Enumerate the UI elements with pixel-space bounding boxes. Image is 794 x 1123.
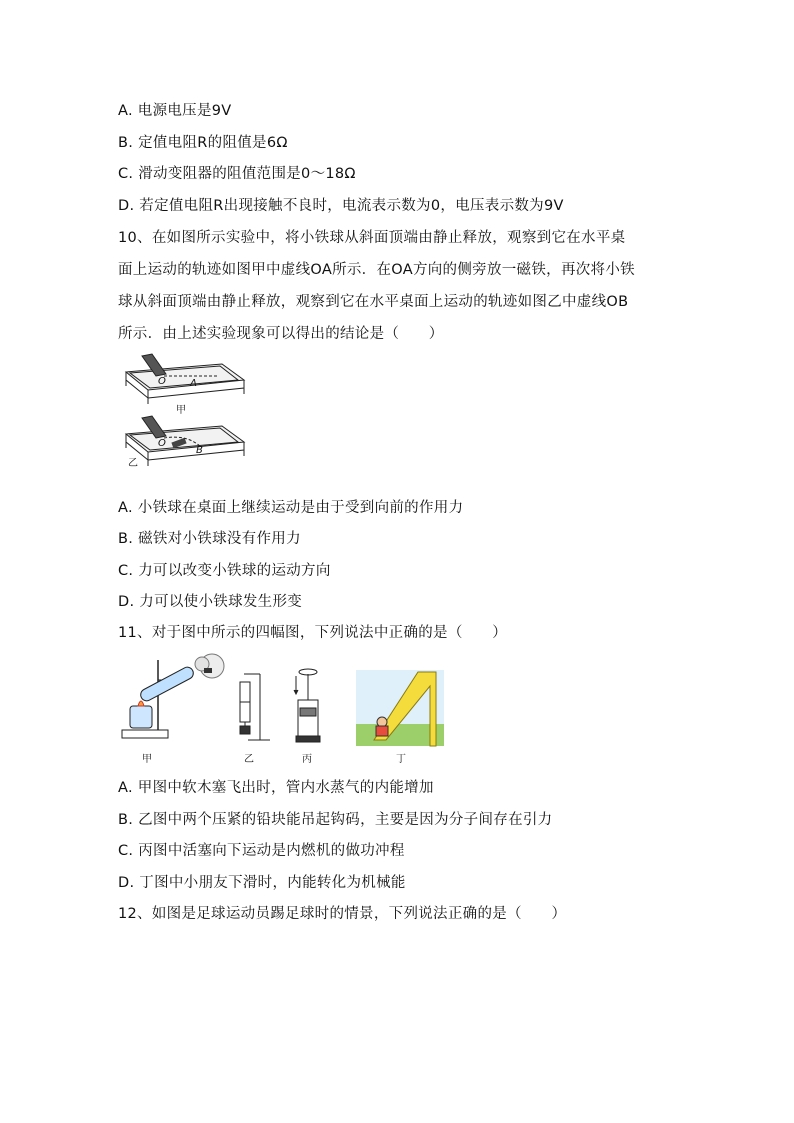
label-yi-11: 乙 (244, 754, 254, 765)
figure-bing-piston (294, 669, 320, 742)
q12-stem: 12、如图是足球运动员踢足球时的情景，下列说法正确的是（ ） (118, 906, 567, 922)
q11-option-b: B. 乙图中两个压紧的铅块能吊起钩码，主要是因为分子间存在引力 (118, 812, 553, 828)
q10-option-b: B. 磁铁对小铁球没有作用力 (118, 531, 301, 547)
q10-stem-line-1: 10、在如图所示实验中，将小铁球从斜面顶端由静止释放，观察到它在水平桌 (118, 230, 626, 246)
q10-stem-line-4: 所示．由上述实验现象可以得出的结论是（ ） (118, 326, 444, 342)
label-bing-11: 丙 (302, 754, 312, 765)
table-jia (126, 364, 244, 404)
q11-figure (118, 652, 450, 768)
label-o-jia: O (158, 376, 166, 387)
q9-option-b: B. 定值电阻R的阻值是6Ω (118, 135, 288, 151)
label-yi: 乙 (128, 458, 138, 468)
label-b: B (196, 445, 203, 456)
q10-option-a: A. 小铁球在桌面上继续运动是由于受到向前的作用力 (118, 500, 464, 516)
table-yi (126, 426, 244, 466)
label-jia-11: 甲 (142, 754, 152, 765)
q10-stem-line-3: 球从斜面顶端由静止释放，观察到它在水平桌面上运动的轨迹如图乙中虚线OB (118, 294, 629, 310)
q11-stem: 11、对于图中所示的四幅图，下列说法中正确的是（ ） (118, 625, 508, 641)
label-a: A (190, 378, 197, 389)
figure-yi-lead-blocks (240, 674, 270, 740)
label-ding-11: 丁 (396, 754, 406, 765)
q11-option-d: D. 丁图中小朋友下滑时，内能转化为机械能 (118, 875, 406, 891)
label-o-yi: O (158, 438, 166, 449)
figure-ding-slide (356, 670, 444, 746)
q10-option-c: C. 力可以改变小铁球的运动方向 (118, 563, 331, 579)
q9-option-c: C. 滑动变阻器的阻值范围是0～18Ω (118, 166, 356, 182)
label-jia: 甲 (176, 405, 186, 416)
q9-option-d: D. 若定值电阻R出现接触不良时，电流表示数为0，电压表示数为9V (118, 198, 564, 214)
q10-figure (118, 350, 250, 468)
q10-stem-line-2: 面上运动的轨迹如图甲中虚线OA所示．在OA方向的侧旁放一磁铁，再次将小铁 (118, 262, 635, 278)
figure-jia-test-tube (122, 654, 224, 738)
q11-option-c: C. 丙图中活塞向下运动是内燃机的做功冲程 (118, 843, 405, 859)
q10-option-d: D. 力可以使小铁球发生形变 (118, 594, 303, 610)
q9-option-a: A. 电源电压是9V (118, 103, 232, 119)
q11-option-a: A. 甲图中软木塞飞出时，管内水蒸气的内能增加 (118, 780, 434, 796)
